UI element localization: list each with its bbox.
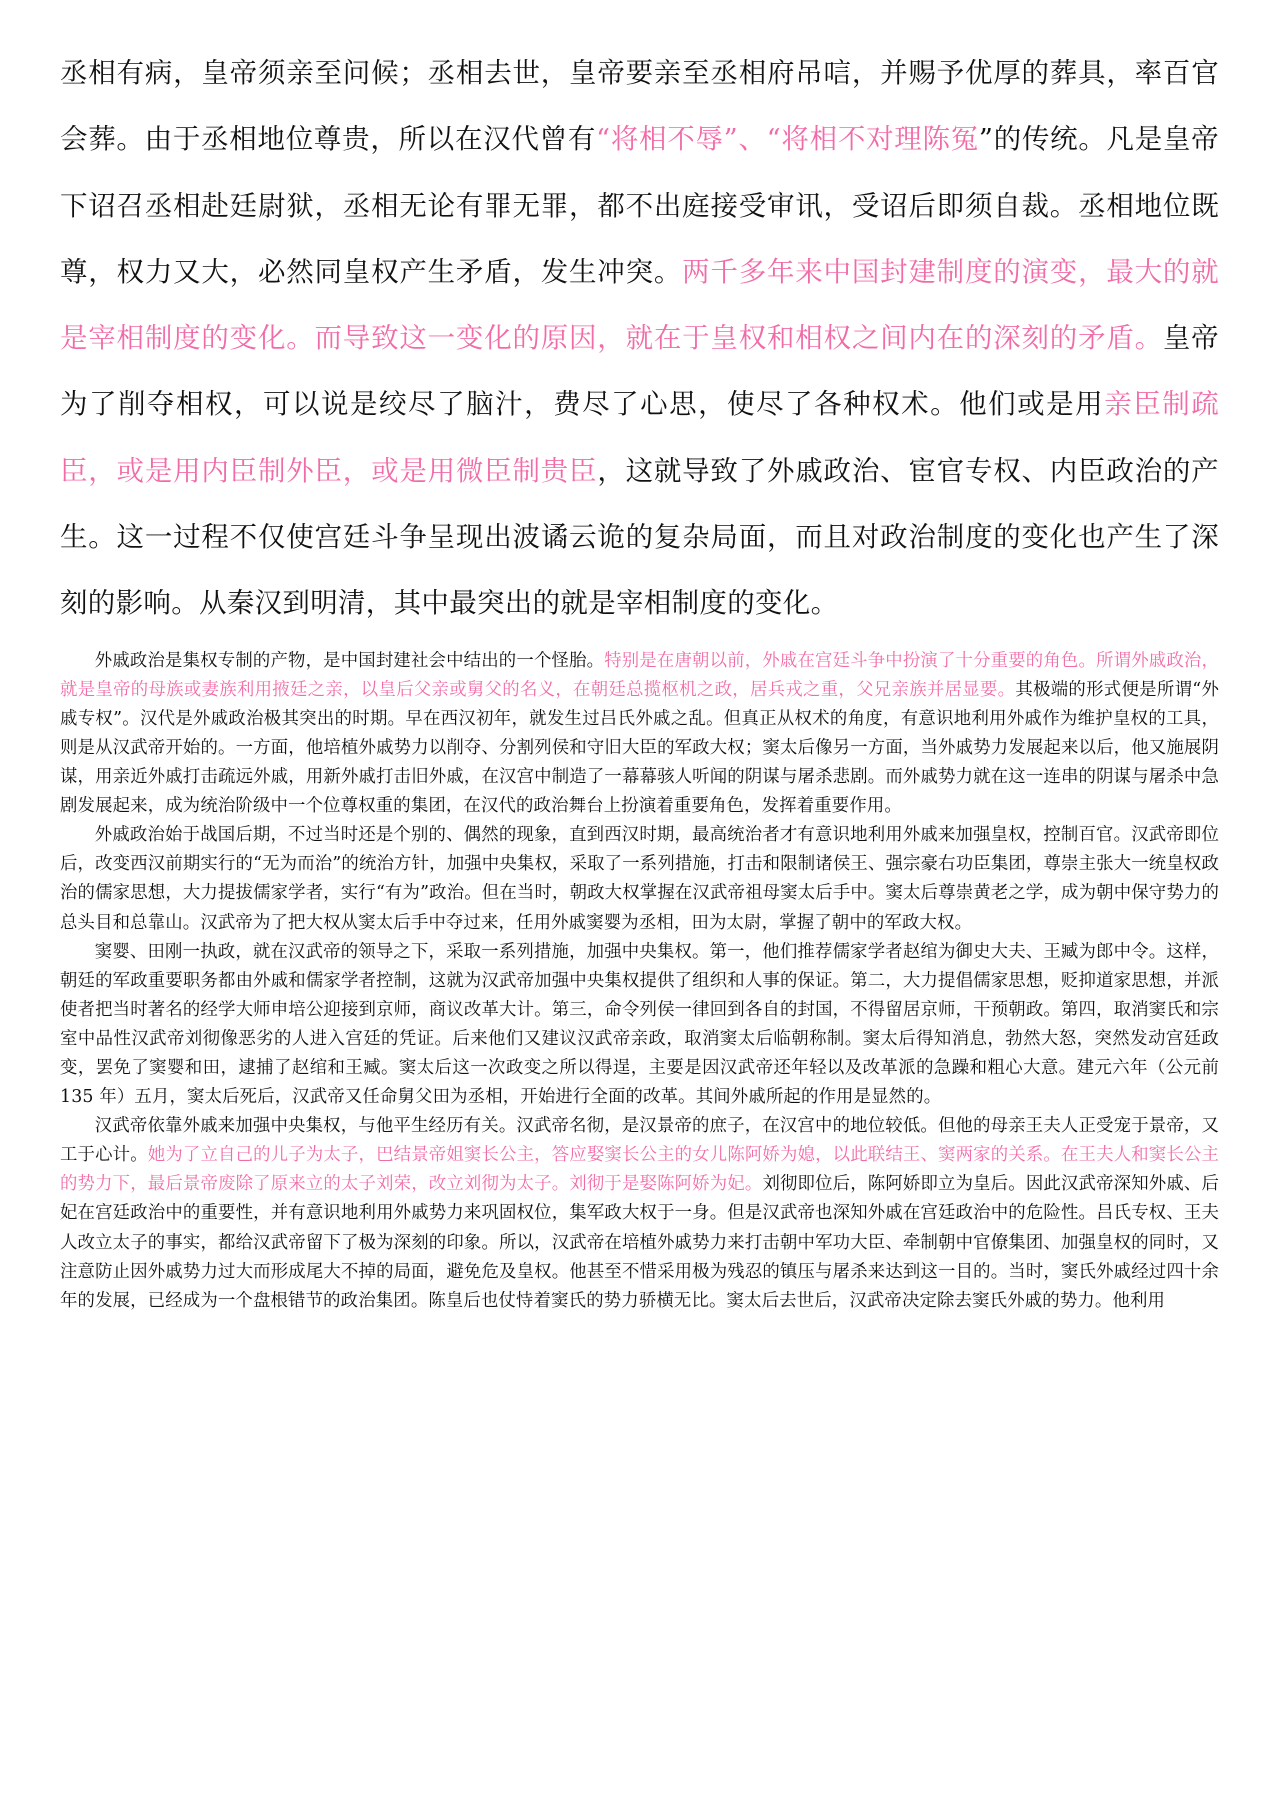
text-run: 窦婴、田刚一执政，就在汉武帝的领导之下，采取一系列措施，加强中央集权。第一，他们推荐儒家学者赵绾为御史大夫、王臧为郎中令。这样，朝廷的军政重要职务都由外戚和儒家学者控制，这就为汉武帝加强中央集权提供了组织和人事的保证。第二，大力提倡儒家思想，贬抑道家思想，并派使者把当时著名的经学大师申培公迎接到京师，商议改革大计。第三，命令列侯一律回到各自的封国，不得留居京师，干预朝政。第四，取消窦氏和宗室中品性汉武帝刘彻像恶劣的人进入宫廷的凭证。后来他们又建议汉武帝亲政，取消窦太后临朝称制。窦太后得知消息，勃然大怒，突然发动宫廷政变，罢免了窦婴和田，逮捕了赵绾和王臧。窦太后这一次政变之所以得逞，主要是因汉武帝还年轻以及改革派的急躁和粗心大意。建元六年（公元前 135 年）五月，窦太后死后，汉武帝又任命舅父田为丞相，开始进行全面的改革。其间外戚所起的作用是显然的。 <box>60 941 1219 1108</box>
large-text-block <box>60 40 1219 637</box>
text-run: 皇帝为了削夺相权，可以说是绞尽了脑汁，费尽了心思，使尽了各种权术。他们或是用 <box>60 322 1219 421</box>
paragraph-waiqi-politics <box>60 647 1219 822</box>
paragraph-wudi-background <box>60 1112 1219 1316</box>
small-text-block <box>60 647 1219 1316</box>
paragraph-reforms <box>60 938 1219 1113</box>
highlighted-text: “将相不辱”、“将相不对理陈冤 <box>596 123 979 156</box>
highlighted-text: 两千多年来中国封建制度的演变，最大的就是宰相制度的变化。而导致这一变化的原因，就在于皇权和相权之间内在的深刻的矛盾。 <box>60 255 1219 355</box>
text-run: 外戚政治是集权专制的产物，是中国封建社会中结出的一个怪胎。 <box>94 650 605 671</box>
paragraph-waiqi-origin <box>60 821 1219 937</box>
text-run: 刘彻即位后，陈阿娇即立为皇后。因此汉武帝深知外戚、后妃在宫廷政治中的重要性，并有意识地利用外戚势力来巩固权位，集军政大权于一身。但是汉武帝也深知外戚在宫廷政治中的危险性。吕氏专权、王夫人改立太子的事实，都给汉武帝留下了极为深刻的印象。所以，汉武帝在培植外戚势力来打击朝中军功大臣、牵制朝中官僚集团、加强皇权的同时，又注意防止因外戚势力过大而形成尾大不掉的局面，避免危及皇权。他甚至不惜采用极为残忍的镇压与屠杀来达到这一目的。当时，窦氏外戚经过四十余年的发展，已经成为一个盘根错节的政治集团。陈皇后也仗恃着窦氏的势力骄横无比。窦太后去世后，汉武帝决定除去窦氏外戚的势力。他利用 <box>60 1174 1219 1311</box>
text-run: 外戚政治始于战国后期，不过当时还是个别的、偶然的现象，直到西汉时期，最高统治者才有意识地利用外戚来加强皇权，控制百官。汉武帝即位后，改变西汉前期实行的“无为而治”的统治方针，加强中央集权，采取了一系列措施，打击和限制诸侯王、强宗豪右功臣集团，尊崇主张大一统皇权政治的儒家思想，大力提拔儒家学者，实行“有为”政治。但在当时，朝政大权掌握在汉武帝祖母窦太后手中。窦太后尊崇黄老之学，成为朝中保守势力的总头目和总靠山。汉武帝为了把大权从窦太后手中夺过来，任用外戚窦婴为丞相，田为太尉，掌握了朝中的军政大权。 <box>60 825 1219 933</box>
text-run: 汉武帝依靠外戚来加强中央集权，与他平生经历有关。汉武帝名彻，是汉景帝的庶子，在汉宫中的地位较低。但他的母亲王夫人正受宠于景帝，又工于心计。 <box>60 1116 1219 1166</box>
text-run: 丞相有病，皇帝须亲至问候；丞相去世，皇帝要亲至丞相府吊唁，并赐予优厚的葬具，率百官会葬。由于丞相地位尊贵，所以在汉代曾有 <box>60 57 1219 156</box>
text-run: ，这就导致了外戚政治、宦官专权、内臣政治的产生。这一过程不仅使宫廷斗争呈现出波谲云诡的复杂局面，而且对政治制度的变化也产生了深刻的影响。从秦汉到明清，其中最突出的就是宰相制度的变化。 <box>60 454 1219 620</box>
text-run: ”的传统。凡是皇帝下诏召丞相赴廷尉狱，丞相无论有罪无罪，都不出庭接受审讯，受诏后即须自裁。丞相地位既尊，权力又大，必然同皇权产生矛盾，发生冲突。 <box>60 123 1219 288</box>
text-run: 其极端的形式便是所谓“外戚专权”。汉代是外戚政治极其突出的时期。早在西汉初年，就发生过吕氏外戚之乱。但真正从权术的角度，有意识地利用外戚作为维护皇权的工具，则是从汉武帝开始的。一方面，他培植外戚势力以削夺、分割列侯和守旧大臣的军政大权；窦太后像另一方面，当外戚势力发展起来以后，他又施展阴谋，用亲近外戚打击疏远外戚，用新外戚打击旧外戚，在汉宫中制造了一幕幕骇人听闻的阴谋与屠杀悲剧。而外戚势力就在这一连串的阴谋与屠杀中急剧发展起来，成为统治阶级中一个位尊权重的集团，在汉代的政治舞台上扮演着重要角色，发挥着重要作用。 <box>60 679 1219 817</box>
highlighted-text: 亲臣制疏臣，或是用内臣制外臣，或是用微臣制贵臣 <box>60 388 1220 487</box>
highlighted-text: 特别是在唐朝以前，外戚在宫廷斗争中扮演了十分重要的角色。所谓外戚政治，就是皇帝的母族或妻族利用掖廷之亲，以皇后父亲或舅父的名义，在朝廷总揽枢机之政，居兵戎之重，父兄亲族并居显要。 <box>60 650 1219 700</box>
large-paragraph <box>60 40 1219 637</box>
highlighted-text: 她为了立自己的儿子为太子，巴结景帝姐窦长公主，答应娶窦长公主的女儿陈阿娇为媳，以此联结王、窦两家的关系。在王夫人和窦长公主的势力下，最后景帝废除了原来立的太子刘荣，改立刘彻为太子。刘彻于是娶陈阿娇为妃。 <box>60 1145 1219 1195</box>
